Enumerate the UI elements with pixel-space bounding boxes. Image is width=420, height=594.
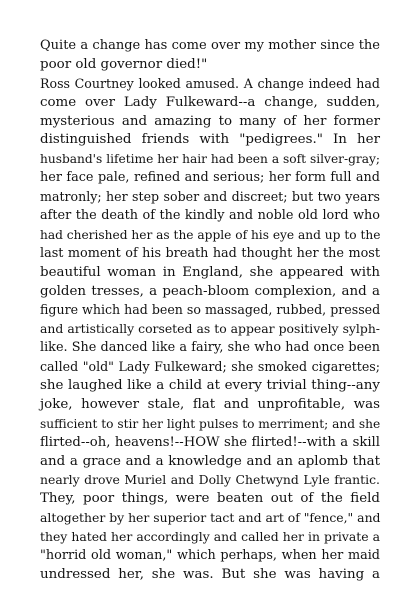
document-page [40, 37, 380, 585]
text-line: beautiful woman in England, she appeared with [40, 264, 380, 280]
text-line: flirted--oh, heavens!--HOW she flirted!--with a skill [40, 434, 380, 450]
text-line: altogether by her superior tact and art of "fence," and [40, 510, 381, 526]
text-line: she laughed like a child at every trivial thing--any [40, 378, 380, 394]
text-line: They, poor things, were beaten out of the field [40, 491, 380, 507]
text-line: undressed her, she was. But she was having a [40, 566, 380, 582]
text-line: mysterious and amazing to many of her former [40, 113, 380, 129]
text-line: last moment of his breath had thought her the most [40, 245, 380, 261]
text-line: Ross Courtney looked amused. A change indeed had [40, 75, 380, 91]
text-line: they hated her accordingly and called her in private a [40, 529, 380, 545]
text-line: like. She danced like a fairy, she who had once been [40, 340, 380, 356]
text-line: had cherished her as the apple of his eye and up to the [40, 227, 381, 242]
text-line: matronly; her step sober and discreet; but two years [40, 189, 380, 205]
text-line: poor old governor died!" [40, 56, 208, 72]
text-line: nearly drove Muriel and Dolly Chetwynd Lyle frantic. [40, 472, 380, 488]
text-line: and artistically corseted as to appear positively sylph- [40, 321, 380, 337]
text-line: and a grace and a knowledge and an aplomb that [40, 453, 380, 469]
text-line: figure which had been so massaged, rubbed, pressed [40, 302, 381, 318]
text-line: golden tresses, a peach-bloom complexion, and a [40, 283, 380, 299]
text-line: after the death of the kindly and noble old lord who [40, 208, 380, 224]
text-line: husband's lifetime her hair had been a soft silver-gray; [40, 152, 380, 167]
text-line: her face pale, refined and serious; her form full and [40, 170, 380, 186]
text-line: joke, however stale, flat and unprofitable, was [40, 396, 380, 412]
text-line: distinguished friends with "pedigrees." In her [40, 132, 380, 148]
text-line: called "old" Lady Fulkeward; she smoked cigarettes; [40, 359, 380, 375]
text-line: "horrid old woman," which perhaps, when her maid [40, 548, 380, 564]
text-line: Quite a change has come over my mother since the [40, 38, 380, 53]
text-line: sufficient to stir her light pulses to merriment; and she [40, 416, 381, 431]
text-line: come over Lady Fulkeward--a change, sudden, [40, 94, 380, 110]
